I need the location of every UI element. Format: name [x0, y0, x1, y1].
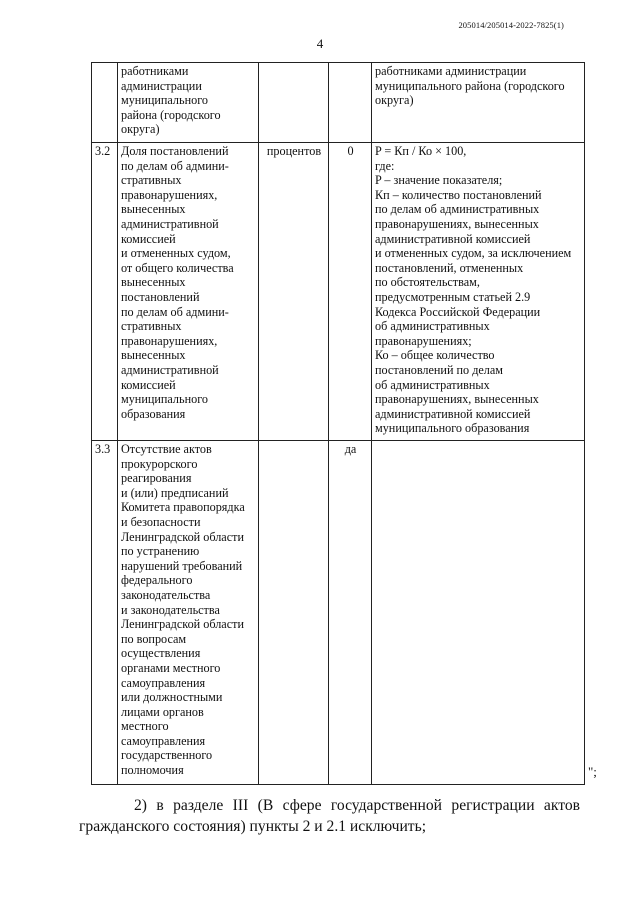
cell-formula	[372, 441, 585, 785]
cell-indicator-name: Отсутствие актов прокурорского реагирования и (или) предписаний Комитета правопорядка и безопасности Ленинградской области по устранению нарушений требований федерального законодательства и законодательства Ленинградской области по вопросам осуществления органами местного самоуправления или должностными лицами органов местного самоуправления государственного полномочия	[118, 441, 259, 785]
cell-unit: процентов	[259, 143, 329, 441]
cell-value: 0	[329, 143, 372, 441]
table-row	[92, 63, 585, 143]
cell-indicator-name: Доля постановлений по делам об админи- стративных правонарушениях, вынесенных административной комиссией и отмененных судом, от общего количества вынесенных постановлений по делам об админи- стративных правонарушениях, вынесенных административной комиссией муниципального образования	[118, 143, 259, 441]
cell-unit	[259, 63, 329, 143]
amendment-paragraph: 2) в разделе III (В сфере государственной регистрации актов гражданского состояния) пункты 2 и 2.1 исключить;	[79, 797, 580, 835]
cell-unit	[259, 441, 329, 785]
indicators-table	[91, 62, 585, 785]
cell-value: да	[329, 441, 372, 785]
table-row	[92, 143, 585, 441]
cell-indicator-name: работниками администрации муниципального района (городского округа)	[118, 63, 259, 143]
cell-formula: P = Кп / Ко × 100, где: P – значение показателя; Кп – количество постановлений по делам об административных правонарушениях, вынесенных административной комиссией и отмененных судом, за исключением постановлений, отмененных по обстоятельствам, предусмотренным статьей 2.9 Кодекса Российской Федерации об административных правонарушениях; Ко – общее количество постановлений по делам об административных правонарушениях, вынесенных административной комиссией муниципального образования	[372, 143, 585, 441]
page-number: 4	[316, 36, 324, 51]
cell-number: 3.2	[92, 143, 118, 441]
table-row	[92, 441, 585, 785]
cell-value	[329, 63, 372, 143]
cell-number	[92, 63, 118, 143]
cell-number: 3.3	[92, 441, 118, 785]
cell-formula: работниками администрации муниципального района (городского округа)	[372, 63, 585, 143]
document-id: 205014/205014-2022-7825(1)	[458, 20, 564, 30]
closing-quote: ";	[588, 764, 597, 779]
